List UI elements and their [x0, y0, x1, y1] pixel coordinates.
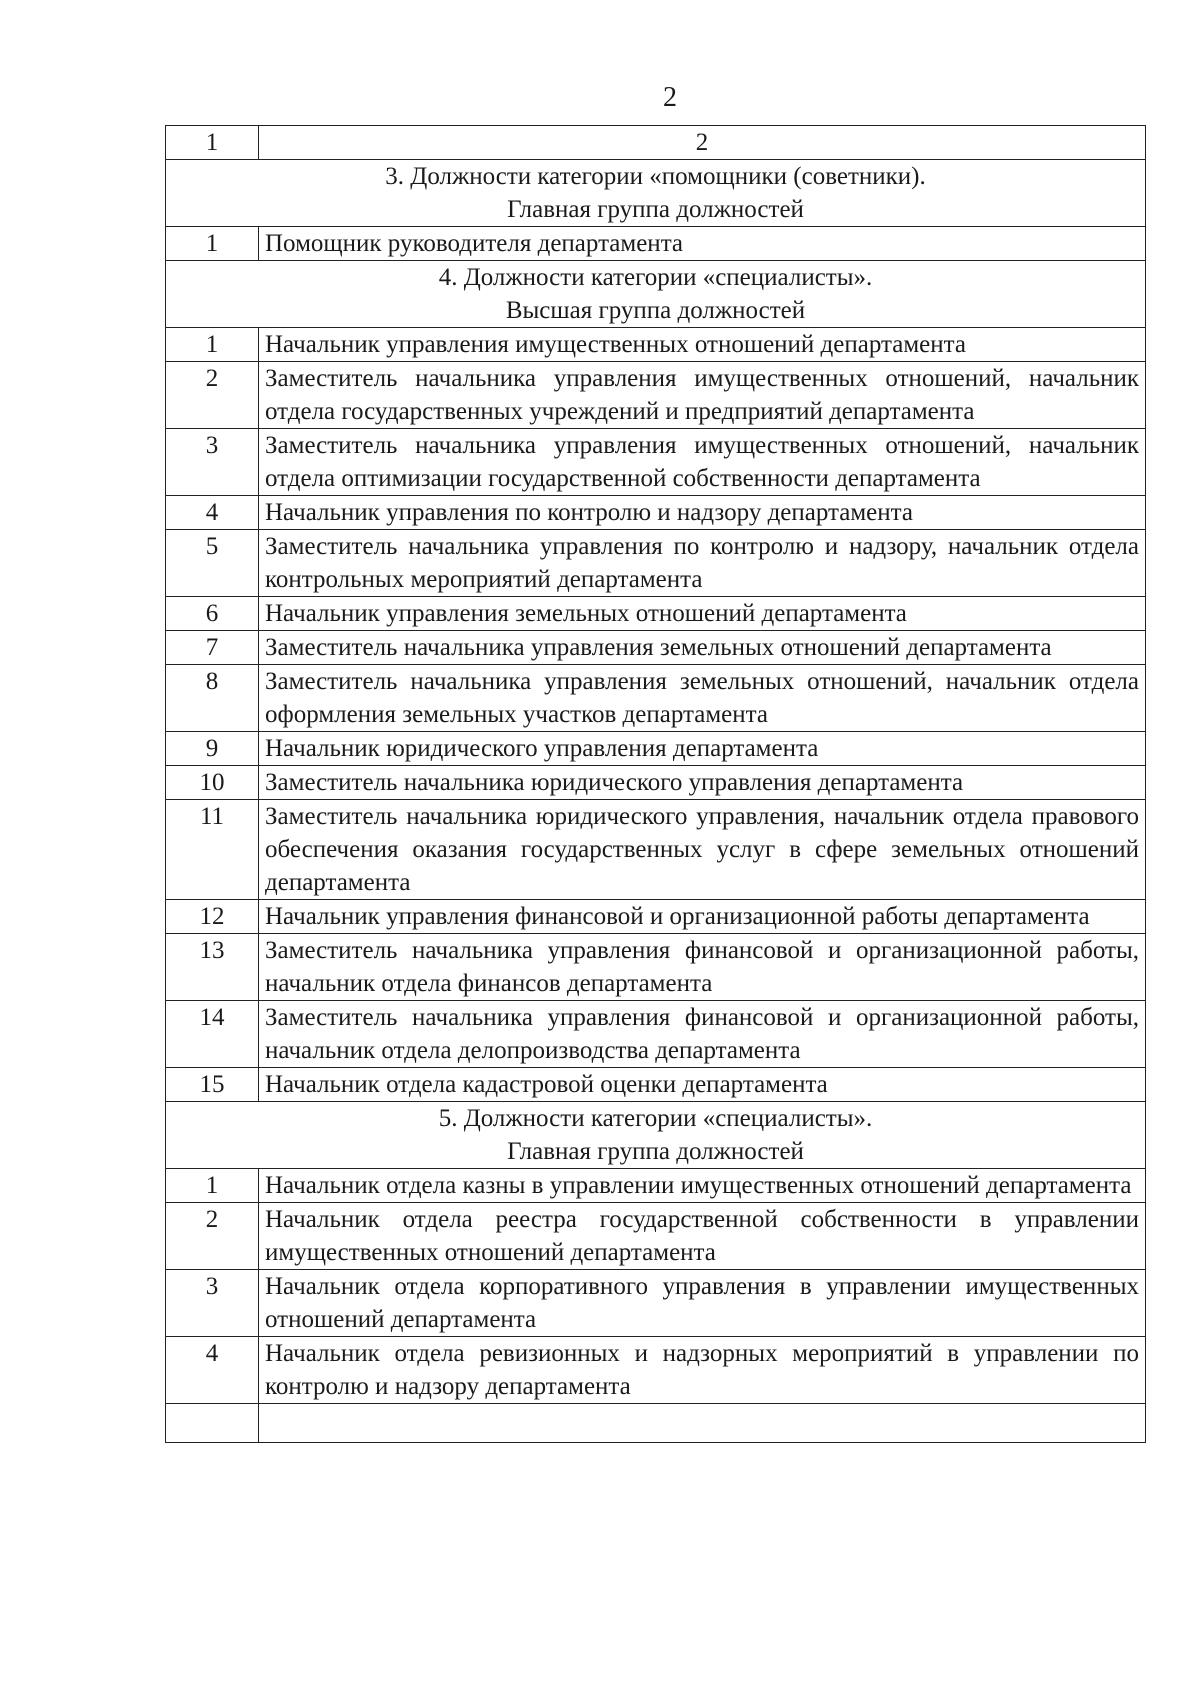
row-title: Начальник управления земельных отношений департамента: [259, 597, 1146, 631]
row-title: Заместитель начальника управления финансовой и организационной работы, начальник отдела делопроизводства департамента: [259, 1001, 1146, 1068]
section-heading-category: 3. Должности категории «помощники (советники).: [385, 163, 926, 190]
section-heading-category: 5. Должности категории «специалисты».: [438, 1105, 873, 1132]
row-number: 2: [166, 362, 259, 429]
row-title: Начальник отдела кадастровой оценки департамента: [259, 1068, 1146, 1102]
table-row: [166, 429, 1146, 496]
section-heading: [166, 261, 1146, 328]
table-row: [166, 328, 1146, 362]
row-title: Начальник отдела реестра государственной собственности в управлении имущественных отношений департамента: [259, 1203, 1146, 1270]
section-heading: [166, 160, 1146, 227]
row-number: 3: [166, 429, 259, 496]
table-row: [166, 800, 1146, 900]
section-heading-group: Главная группа должностей: [507, 196, 804, 223]
row-title: Начальник отдела ревизионных и надзорных мероприятий в управлении по контролю и надзору департамента: [259, 1337, 1146, 1404]
table-row: [166, 227, 1146, 261]
row-title: Начальник управления финансовой и организационной работы департамента: [259, 900, 1146, 934]
row-number-empty: [166, 1404, 259, 1443]
row-title: Начальник юридического управления департамента: [259, 732, 1146, 766]
section-heading-group: Главная группа должностей: [507, 1138, 804, 1165]
table-row: [166, 1270, 1146, 1337]
row-number: 3: [166, 1270, 259, 1337]
row-title: Начальник управления по контролю и надзору департамента: [259, 496, 1146, 530]
table-row: [166, 732, 1146, 766]
row-title: Помощник руководителя департамента: [259, 227, 1146, 261]
table-row-empty: [166, 1404, 1146, 1443]
section-heading-row: [166, 261, 1146, 328]
row-title: Начальник управления имущественных отношений департамента: [259, 328, 1146, 362]
table-row: [166, 766, 1146, 800]
table-row: [166, 496, 1146, 530]
row-number: 1: [166, 328, 259, 362]
row-number: 1: [166, 227, 259, 261]
row-title: Заместитель начальника юридического управления, начальник отдела правового обеспечения оказания государственных услуг в сфере земельных отношений департамента: [259, 800, 1146, 900]
section-heading-row: [166, 160, 1146, 227]
row-title: Заместитель начальника управления имущественных отношений, начальник отдела государственных учреждений и предприятий департамента: [259, 362, 1146, 429]
table-header-row: [166, 126, 1146, 160]
row-title: Заместитель начальника юридического управления департамента: [259, 766, 1146, 800]
row-number: 4: [166, 496, 259, 530]
row-number: 12: [166, 900, 259, 934]
table-row: [166, 530, 1146, 597]
row-number: 1: [166, 1169, 259, 1203]
table-row: [166, 597, 1146, 631]
row-title: Заместитель начальника управления финансовой и организационной работы, начальник отдела финансов департамента: [259, 934, 1146, 1001]
table-row: [166, 1001, 1146, 1068]
row-number: 13: [166, 934, 259, 1001]
section-heading-row: [166, 1102, 1146, 1169]
row-title: Заместитель начальника управления имущественных отношений, начальник отдела оптимизации государственной собственности департамента: [259, 429, 1146, 496]
table-row: [166, 631, 1146, 665]
table-row: [166, 665, 1146, 732]
page-number: 2: [663, 82, 677, 113]
row-title: Заместитель начальника управления земельных отношений департамента: [259, 631, 1146, 665]
table-row: [166, 1337, 1146, 1404]
table-row: [166, 934, 1146, 1001]
row-title: Заместитель начальника управления по контролю и надзору, начальник отдела контрольных мероприятий департамента: [259, 530, 1146, 597]
row-number: 2: [166, 1203, 259, 1270]
positions-table: [165, 125, 1146, 1443]
row-title: Начальник отдела корпоративного управления в управлении имущественных отношений департамента: [259, 1270, 1146, 1337]
header-cell-number: 1: [166, 126, 259, 160]
row-number: 5: [166, 530, 259, 597]
section-heading-category: 4. Должности категории «специалисты».: [438, 264, 873, 291]
table-row: [166, 1169, 1146, 1203]
row-number: 8: [166, 665, 259, 732]
section-heading: [166, 1102, 1146, 1169]
row-title: Начальник отдела казны в управлении имущественных отношений департамента: [259, 1169, 1146, 1203]
row-number: 9: [166, 732, 259, 766]
section-heading-group: Высшая группа должностей: [505, 297, 806, 324]
row-number: 4: [166, 1337, 259, 1404]
table-row: [166, 1068, 1146, 1102]
row-number: 11: [166, 800, 259, 900]
table-row: [166, 900, 1146, 934]
header-cell-title: 2: [259, 126, 1146, 160]
row-number: 7: [166, 631, 259, 665]
table-row: [166, 1203, 1146, 1270]
row-title-empty: [259, 1404, 1146, 1443]
row-number: 6: [166, 597, 259, 631]
row-title: Заместитель начальника управления земельных отношений, начальник отдела оформления земельных участков департамента: [259, 665, 1146, 732]
table-row: [166, 362, 1146, 429]
row-number: 15: [166, 1068, 259, 1102]
row-number: 14: [166, 1001, 259, 1068]
row-number: 10: [166, 766, 259, 800]
